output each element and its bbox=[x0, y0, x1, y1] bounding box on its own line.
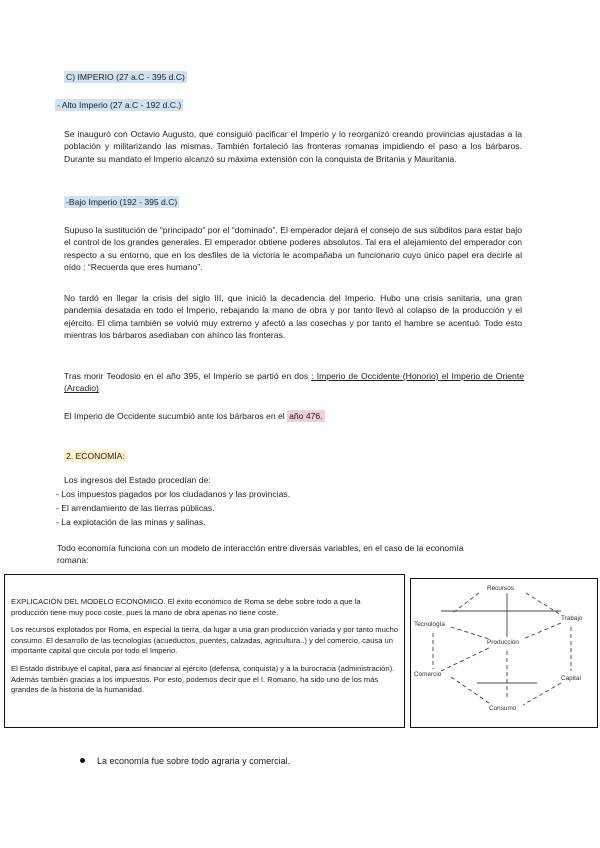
economia-intro: Los ingresos del Estado procedían de: bbox=[64, 475, 211, 485]
diagram-label-tecnologia: Tecnología bbox=[414, 621, 445, 628]
diagram-label-consumo: Consumo bbox=[489, 705, 517, 712]
modelo-economico-text bbox=[11, 597, 399, 703]
box-paragraph-3: El Estado distribuye el capital, para así financiar al ejército (defensa, conquista) y a la burocracia (administración). Además también gracias a los impuestos. Por esto, podemos decir que el I. Romano, ha sido uno de los más grandes de la historia de la humanidad. bbox=[11, 663, 395, 695]
box-paragraph-2: Los recursos explotados por Roma, en especial la tierra, da lugar a una gran producción variada y por tanto mucho consumo. El desarrollo de las tecnologías (acueductos, puentes, calzadas, agricultura..) y del comercio, causa un importante capital que circula por todo el Imperio. bbox=[11, 625, 399, 656]
paragraph-caida-occidente: El Imperio de Occidente sucumbió ante los bárbaros en el año 476. bbox=[64, 411, 323, 421]
heading-economia: 2. ECONOMÍA: bbox=[66, 451, 125, 461]
heading-bajo-imperio: -Bajo Imperio (192 - 395 d.C) bbox=[66, 197, 178, 207]
list-item: - La explotación de las minas y salinas. bbox=[56, 517, 206, 527]
economia-model-intro: Todo economía funciona con un modelo de interacción entre diversas variables, en el caso de la economía romana: bbox=[57, 543, 464, 566]
box-paragraph-1: EXPLICACIÓN DEL MODELO ECONÓMICO. El éxito económico de Roma se debe sobre todo a que la producción tiene muy poco coste, pues la mano de obra apenas no tiene coste. bbox=[11, 597, 361, 617]
diagram-edge bbox=[523, 683, 561, 705]
paragraph-alto-imperio: Se inauguró con Octavio Augusto, que consiguió pacificar el Imperio y lo reorganizó creando provincias ajustadas a la población y militarizando las mismas. También fortaleció las fronteras romanas impidiendo el paso a los bárbaros. Durante su mandato el Imperio alcanzó su máxima extensión con la conquista de Britania y Mauritania. bbox=[64, 129, 522, 164]
modelo-economico-diagram bbox=[410, 578, 598, 728]
diagram-edge bbox=[441, 647, 491, 671]
diagram-label-trabajo: Trabajo bbox=[561, 615, 583, 622]
list-item: - El arrendamiento de las tierras públicas. bbox=[56, 503, 215, 513]
diagram-edge bbox=[451, 627, 489, 639]
diagram-label-recursos: Recursos bbox=[487, 585, 514, 592]
heading-alto-imperio: - Alto Imperio (27 a.C - 192 d.C.) bbox=[57, 100, 182, 110]
bullet-dot-icon bbox=[80, 758, 85, 763]
paragraph-division-imperio: Tras morir Teodosio en el año 395, el Imperio se partió en dos : Imperio de Occidente (Honorio) el Imperio de Oriente (Arcadio) bbox=[64, 371, 524, 394]
paragraph-bajo-imperio-1: Supuso la sustitución de “principado” por el “dominado”. El emperador dejará el consejo de sus súbditos para estar bajo el control de los grandes generales. El emperador obtiene poderes absolutos. Tal era el alejamiento del emperador con respecto a su entorno, que en los desfiles de la victoria le acompañaba un funcionario cuyo único papel era decirle al oído : “Recuerda que eres humano”. bbox=[64, 225, 522, 273]
modelo-economico-box bbox=[4, 574, 405, 728]
list-item: - Los impuestos pagados por los ciudadanos y las provincias. bbox=[56, 489, 291, 499]
bullet-item: La economía fue sobre todo agraria y comercial. bbox=[80, 755, 290, 767]
diagram-label-comercio: Comercio bbox=[414, 671, 442, 678]
diagram-edge bbox=[526, 593, 561, 615]
diagram-label-produccion: Producción bbox=[487, 639, 519, 646]
paragraph-bajo-imperio-2: No tardó en llegar la crisis del siglo III, que inició la decadencia del Imperio. Hubo una crisis sanitaria, una gran pandemia desatada en todo el Imperio, rebajando la mano de obra y por tanto llevó al colapso de la producción y el ejército. El clima también se volvió muy extremo y afectó a las cosechas y por tanto el hambre se acentuó. Todo esto mientras los bárbaros asediaban con ahínco las fronteras. bbox=[64, 293, 522, 341]
diagram-edge bbox=[523, 623, 561, 639]
section-title-imperio: C) IMPERIO (27 a.C - 395 d.C) bbox=[66, 72, 185, 82]
diagram-label-capital: Capital bbox=[561, 675, 581, 682]
diagram-edge bbox=[451, 677, 489, 703]
